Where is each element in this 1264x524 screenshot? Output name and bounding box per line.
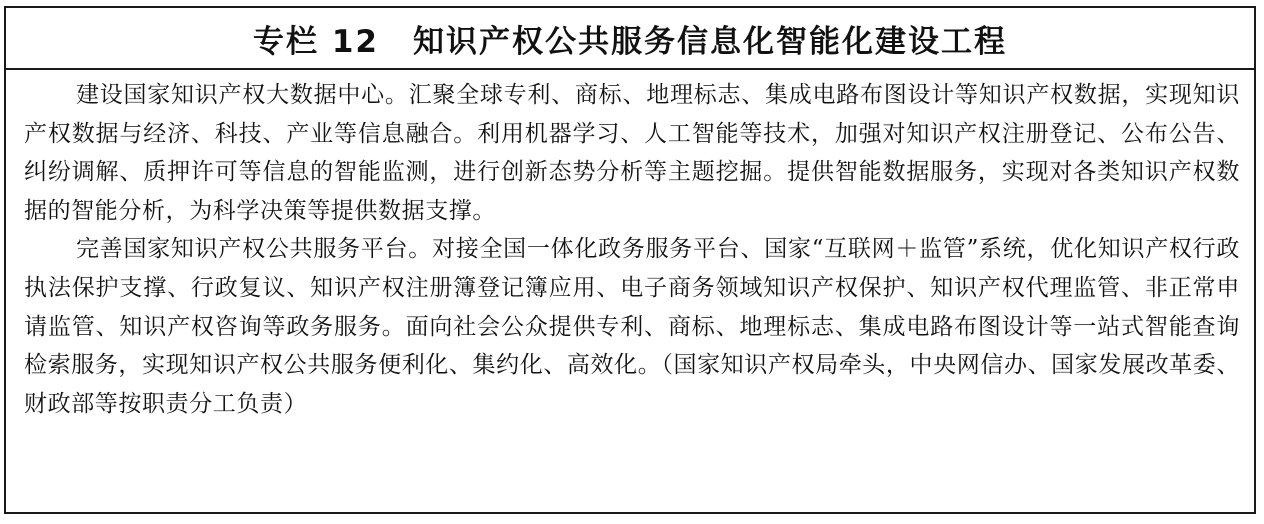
column-box [4, 6, 1256, 514]
column-label: 专栏 12 [253, 23, 379, 60]
paragraph-big-data-center: 建设国家知识产权大数据中心。汇聚全球专利、商标、地理标志、集成电路布图设计等知识产权数据，实现知识产权数据与经济、科技、产业等信息融合。利用机器学习、人工智能等技术，加强对知识产权注册登记、公布公告、纠纷调解、质押许可等信息的智能监测，进行创新态势分析等主题挖掘。提供智能数据服务，实现对各类知识产权数据的智能分析，为科学决策等提供数据支撑。 [24, 82, 1240, 224]
column-title-bar [6, 8, 1254, 70]
column-title: 知识产权公共服务信息化智能化建设工程 [412, 23, 1007, 60]
paragraph-public-service-platform: 完善国家知识产权公共服务平台。对接全国一体化政务服务平台、国家“互联网＋监管”系统，优化知识产权行政执法保护支撑、行政复议、知识产权注册簿登记簿应用、电子商务领域知识产权保护、知识产权代理监管、非正常申请监管、知识产权咨询等政务服务。面向社会公众提供专利、商标、地理标志、集成电路布图设计等一站式智能查询检索服务，实现知识产权公共服务便利化、集约化、高效化。（国家知识产权局牵头，中央网信办、国家发展改革委、财政部等按职责分工负责） [24, 236, 1240, 417]
column-content [6, 70, 1254, 423]
